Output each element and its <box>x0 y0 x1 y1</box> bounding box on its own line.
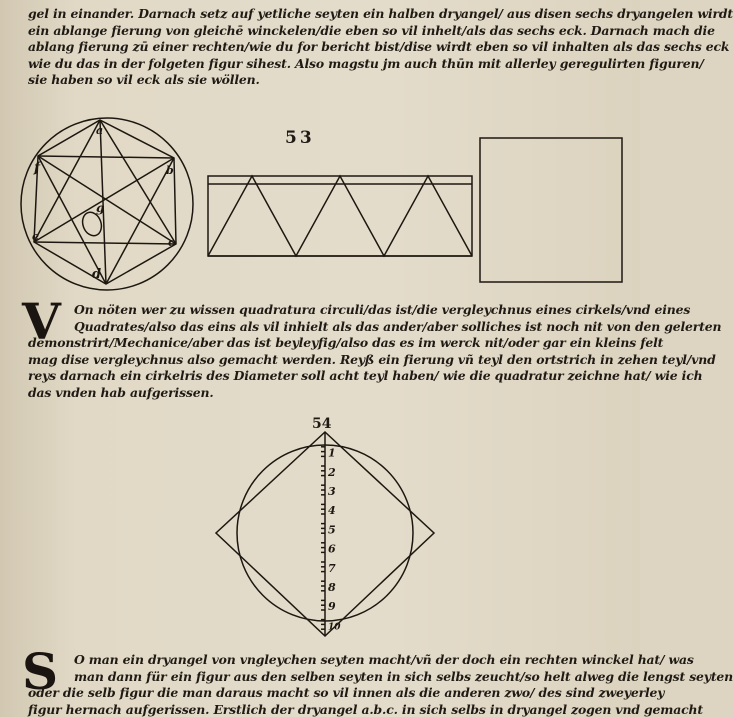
oblong-rectangle <box>208 176 472 256</box>
vertex-label-d: d <box>92 267 102 282</box>
scale-label: 2 <box>328 465 336 479</box>
text-line: figur hernach aufgerissen. Erstlich der dryangel a.b.c. in sich selbs in dryangel zogen vnd gemacht <box>28 701 703 717</box>
text-line: mag dise vergleychnus also gemacht werden. Reyß ein fierung vñ teyl den ortstrich in zehen teyl/vnd <box>28 351 716 367</box>
scale-label: 5 <box>328 523 336 537</box>
circumscribed-circle <box>21 118 193 290</box>
triangle-zigzag <box>208 176 472 256</box>
drop-capital-s: S <box>22 642 59 701</box>
text-line: Quadrates/also das eins als vil inhielt als das ander/aber solliches ist noch nit von den gelerten <box>74 318 722 334</box>
paragraph-hexagon-text <box>28 6 733 89</box>
square-figure <box>478 136 626 286</box>
text-line: man dann für ein figur aus den selben seyten in sich selbs zeucht/so helt alweg die lengst seyten <box>74 668 733 684</box>
scale-label: 3 <box>328 484 336 498</box>
scale-label: 9 <box>328 600 336 614</box>
text-line: demonstrirt/Mechanice/aber das ist beyleyfig/also das es im werck nit/oder gar ein kleins felt <box>28 335 664 351</box>
center-label-g: g <box>96 201 105 215</box>
text-line: On nöten wer zu wissen quadratura circuli/das ist/die vergleychnus eines cirkels/vnd eines <box>74 302 691 317</box>
diameter-scale <box>321 447 341 633</box>
text-line: das vnden hab aufgerissen. <box>28 384 214 400</box>
text-line: ein ablange fierung von gleichē winckelen/die eben so vil inhelt/als das sechs eck. Darnach mach die <box>28 22 715 38</box>
paragraph-quadrature-text <box>28 302 722 402</box>
hexagon-in-circle-figure <box>16 114 200 300</box>
text-line: O man ein dryangel von vngleychen seyten macht/vñ der doch ein rechten winckel hat/ was <box>74 652 694 667</box>
hexagon-chord <box>34 242 176 244</box>
hexagon-chord <box>38 156 174 158</box>
figure-number: 54 <box>312 416 332 432</box>
vertex-label-c: c <box>168 236 175 249</box>
drop-capital-v: V <box>22 292 61 351</box>
square <box>480 138 622 282</box>
text-line: sie haben so vil eck als sie wöllen. <box>28 72 260 88</box>
scale-label: 4 <box>328 504 336 518</box>
text-line: ablang fierung zū einer rechten/wie du for bericht bist/dise wirdt eben so vil inhalten als das sechs eck <box>28 39 730 55</box>
oblong-triangles-figure <box>206 172 476 258</box>
text-line: oder die selb figur die man daraus macht so vil innen als die anderen zwo/ des sind zweyerley <box>28 685 665 701</box>
page-number: 53 <box>285 128 315 148</box>
text-line: wie du das in der folgeten figur sihest. Also magstu jm auch thūn mit allerley geregulirten figuren/ <box>28 55 704 71</box>
scale-label: 10 <box>328 622 341 633</box>
quadrature-circle-figure <box>210 430 440 642</box>
scale-label: 6 <box>328 542 336 556</box>
scale-label: 1 <box>328 446 336 460</box>
vertex-label-e: e <box>32 230 39 243</box>
vertex-label-f: f <box>34 160 41 176</box>
text-line: gel in einander. Darnach setz auf yetliche seyten ein halben dryangel/ aus disen sechs dryangelen wirdt <box>28 6 733 21</box>
scale-label: 8 <box>328 580 336 594</box>
text-line: reys darnach ein cirkelris des Diameter soll acht teyl haben/ wie die quadratur zeichne hat/ wie ich <box>28 368 703 384</box>
scale-label: 7 <box>328 561 336 575</box>
vertex-label-a: a <box>96 124 104 137</box>
vertex-label-b: b <box>166 164 174 177</box>
paragraph-triangle-text <box>28 652 733 718</box>
